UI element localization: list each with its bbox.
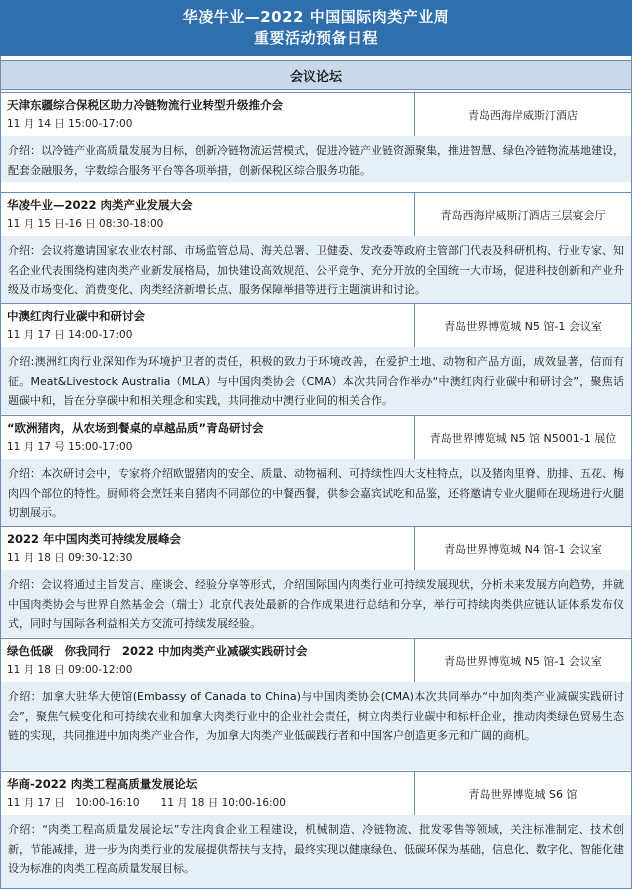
event-time: 11 月 15 日-16 日 08:30-18:00 (7, 218, 164, 230)
event-title: 2022 年中国肉类可持续发展峰会 (7, 532, 182, 546)
event-title: 华商-2022 肉类工程高质量发展论坛 (7, 777, 198, 791)
event-venue: 青岛世界博览城 N4 馆-1 会议室 (444, 542, 602, 556)
banner-title-line2: 重要活动预备日程 (253, 29, 378, 47)
section-heading: 会议论坛 (1, 60, 631, 90)
event-title: “欧洲猪肉，从农场到餐桌的卓越品质”青岛研讨会 (7, 421, 264, 435)
event-venue: 青岛世界博览城 N5 馆 N5001-1 展位 (429, 431, 617, 445)
event-venue: 青岛世界博览城 N5 馆-1 会议室 (444, 319, 602, 333)
event-time: 11 月 17 日 14:00-17:00 (7, 329, 133, 341)
event-description: 介绍：本次研讨会中，专家将介绍欧盟猪肉的安全、质量、动物福利、可持续性四大支柱特点，以及猪肉里脊、肋排、五花、梅肉四个部位的特性。厨师将会烹饪来自猪肉不同部位的中餐西餐，供参会嘉宾试吃和品鉴，还将邀请专业火腿师在现场进行火腿切割展示。 (1, 459, 631, 526)
header-banner (0, 0, 632, 56)
event-title: 中澳红肉行业碳中和研讨会 (7, 309, 145, 323)
event-time: 11 月 17 日 10:00-16:10 11 月 18 日 10:00-16:00 (7, 797, 286, 809)
event-description: 介绍：加拿大驻华大使馆(Embassy of Canada to China)与中国肉类协会(CMA)本次共同举办“中加肉类产业减碳实践研讨会”，聚焦气候变化和可持续农业和加拿大肉类行业中的企业社会责任，树立肉类行业碳中和标杆企业，推动肉类绿色贸易生态链的实现，共同推进中加肉类产业合作，为加拿大肉类产业低碳践行者和中国客户创造更多元和广阔的商机。 (1, 682, 631, 770)
event-description: 介绍：会议将邀请国家农业农村部、市场监管总局、海关总署、卫健委、发改委等政府主管部门代表及科研机构、行业专家、知名企业代表围绕构建肉类产业新发展格局，加快建设高效规范、公平竞争、充分开放的全国统一大市场，促进科技创新和产业升级及市场变化、消费变化、肉类经济新增长点、服务保障举措等进行主题演讲和讨论。 (1, 236, 631, 303)
event-time: 11 月 18 日 09:30-12:30 (7, 552, 133, 564)
event-description: 介绍：会议将通过主旨发言、座谈会、经验分享等形式，介绍国际国内肉类行业可持续发展现状，分析未来发展方向趋势，并就中国肉类协会与世界自然基金会（瑞士）北京代表处最新的合作成果进行总结和分享，举行可持续肉类供应链认证体系发布仪式，同时与国际各利益相关方交流可持续发展经验。 (1, 570, 631, 637)
event-description: 介绍:澳洲红肉行业深知作为环境护卫者的责任，积极的致力于环境改善，在爱护土地、动物和产品方面，成效显著，信而有征。Meat&Livestock Australia（MLA）与中国肉类协会（CMA）本次共同合作举办“中澳红肉行业碳中和研讨会”，聚焦话题碳中和，旨在分享碳中和相关理念和实践，共同推动中澳行业间的相关合作。 (1, 347, 631, 414)
event-time: 11 月 17 号 15:00-17:00 (7, 441, 133, 453)
event-description: 介绍：以冷链产业高质量发展为目标，创新冷链物流运营模式，促进冷链产业链资源聚集，推进智慧、绿色冷链物流基地建设，配套金融服务，字数综合服务平台等各项举措，创新保税区综合服务功能。 (1, 136, 631, 182)
event-title: 绿色低碳 你我同行 2022 中加肉类产业减碳实践研讨会 (7, 644, 308, 658)
event-venue: 青岛西海岸威斯汀酒店三层宴会厅 (440, 208, 606, 222)
event-time: 11 月 18 日 09:00-12:00 (7, 664, 133, 676)
event-venue: 青岛西海岸威斯汀酒店 (468, 108, 578, 122)
event-venue: 青岛世界博览城 N5 馆-1 会议室 (444, 654, 602, 668)
banner-title-line1: 华凌牛业—2022 中国国际肉类产业周 (182, 8, 450, 26)
event-venue: 青岛世界博览城 S6 馆 (468, 787, 578, 801)
event-time: 11 月 14 日 15:00-17:00 (7, 118, 133, 130)
schedule-table (0, 56, 632, 889)
event-description: 介绍：“肉类工程高质量发展论坛”专注肉食企业工程建设，机械制造、冷链物流、批发零售等领域，关注标准制定、技术创新，节能减排，进一步为肉类行业的发展提供帮扶与支持，最终实现以健康绿色、低碳环保为基础，信息化、数字化、智能化建设为标准的肉类工程高质量发展目标。 (1, 815, 631, 888)
event-title: 天津东疆综合保税区助力冷链物流行业转型升级推介会 (7, 98, 283, 112)
event-title: 华凌牛业—2022 肉类产业发展大会 (7, 198, 193, 212)
